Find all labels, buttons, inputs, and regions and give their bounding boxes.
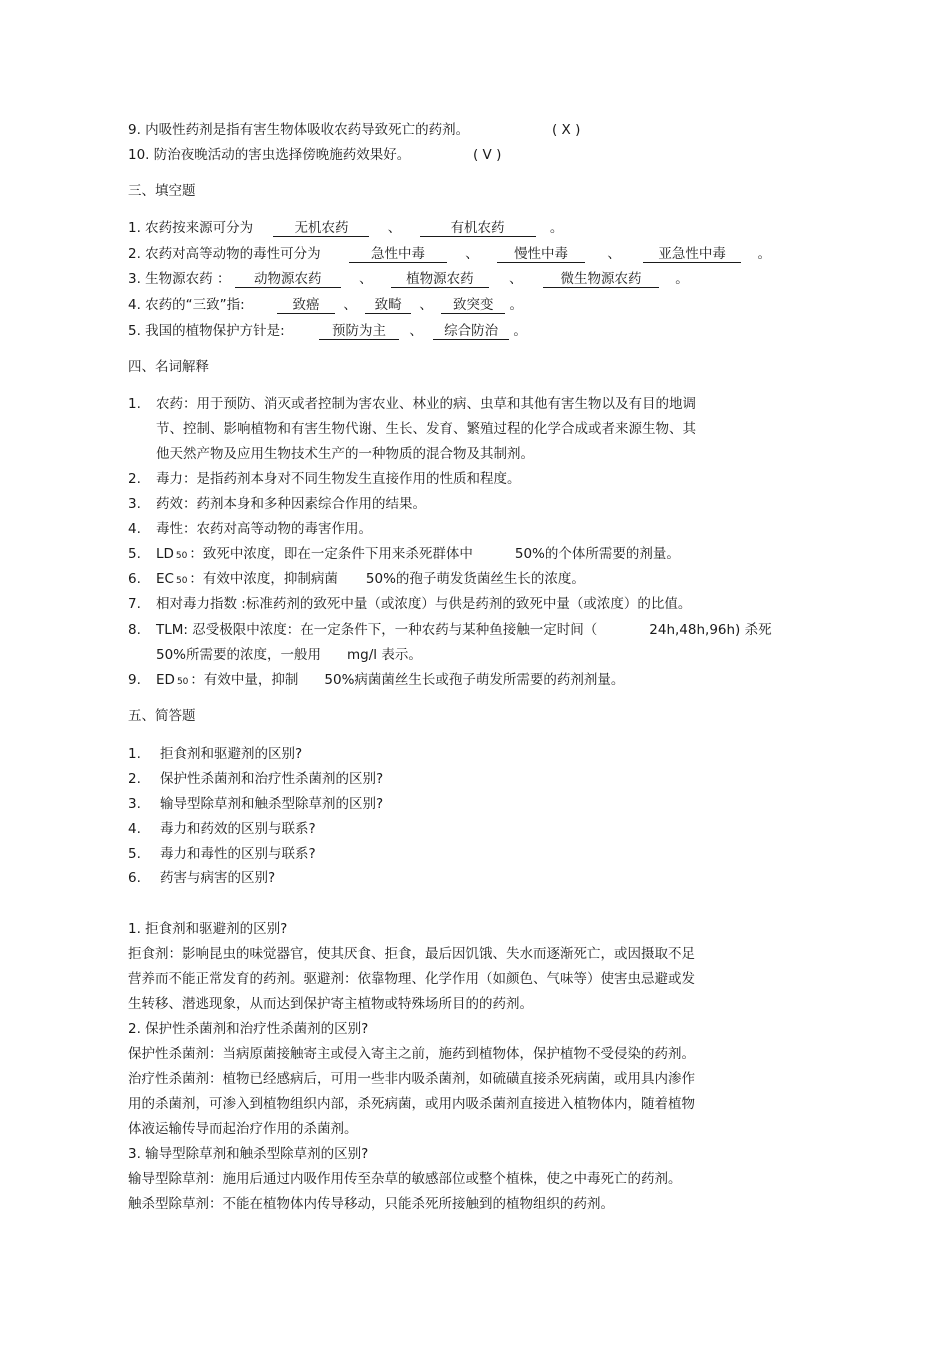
short-answer-question [128, 770, 383, 788]
definition-text: 相对毒力指数 :标准药剂的致死中量（或浓度）与供是药剂的致死中量（或浓度）的比值。 [156, 596, 692, 612]
term-subscript: 50 [175, 551, 188, 561]
answer-title: 2. 保护性杀菌剂和治疗性杀菌剂的区别? [128, 1021, 369, 1037]
tf-item-9 [128, 121, 469, 139]
question-text: 毒力和毒性的区别与联系? [160, 846, 316, 862]
definition-text: 24h,48h,96h) 杀死 [649, 622, 772, 638]
item-number: 7. [128, 596, 141, 612]
section-heading-definitions: 四、名词解释 [128, 359, 209, 375]
short-answer-question [128, 869, 275, 887]
period: 。 [549, 220, 564, 236]
answer-blank: 慢性中毒 [497, 246, 585, 263]
separator: 、 [409, 323, 423, 339]
definition-item [128, 570, 585, 590]
short-answer-question [128, 745, 302, 763]
short-answer-question [128, 845, 316, 863]
answer-body-line: 治疗性杀菌剂：植物已经感病后，可用一些非内吸杀菌剂，如硫磺直接杀死病菌，或用具内渗作 [128, 1071, 695, 1087]
term-subscript: 50 [176, 677, 189, 687]
definition-text: 50%的孢子萌发货菌丝生长的浓度。 [365, 571, 585, 587]
definition-text: 50%的个体所需要的剂量。 [514, 546, 680, 562]
answer-body-line: 触杀型除草剂：不能在植物体内传导移动，只能杀死所接触到的植物组织的药剂。 [128, 1196, 614, 1212]
term-abbrev: ED [156, 672, 175, 688]
separator: 、 [419, 297, 433, 313]
term-abbrev: EC [156, 571, 174, 587]
definition-continuation: 节、控制、影响植物和有害生物代谢、生长、发育、繁殖过程的化学合成或者来源生物、其 [156, 421, 696, 437]
separator: 、 [509, 271, 523, 287]
definition-text: 农药：用于预防、消灭或者控制为害农业、林业的病、虫草和其他有害生物以及有目的地调 [156, 396, 696, 412]
short-answer-question [128, 795, 383, 813]
definition-text: 药效：药剂本身和多种因素综合作用的结果。 [156, 496, 426, 512]
separator: 、 [343, 297, 357, 313]
definition-text: 毒力：是指药剂本身对不同生物发生直接作用的性质和程度。 [156, 471, 521, 487]
period: 。 [513, 323, 527, 339]
tf-item-10-mark [473, 146, 501, 164]
answer-blank: 致突变 [441, 297, 505, 314]
fill-q3 [128, 270, 689, 288]
item-number: 2. [128, 471, 141, 487]
definition-text: 50%病菌菌丝生长或孢子萌发所需要的药剂剂量。 [324, 672, 625, 688]
section-heading-short-answer: 五、简答题 [128, 708, 196, 724]
tf-answer-mark: ( V ) [473, 147, 502, 163]
fill-q2 [128, 245, 771, 263]
period: 。 [757, 246, 771, 262]
answer-body-line: 用的杀菌剂，可渗入到植物组织内部，杀死病菌，或用内吸杀菌剂直接进入植物体内，随着植物 [128, 1096, 695, 1112]
answer-blank: 综合防治 [433, 323, 509, 340]
definition-text: 毒性：农药对高等动物的毒害作用。 [156, 521, 372, 537]
separator: 、 [387, 220, 402, 236]
question-text: 1. 农药按来源可分为 [128, 220, 254, 236]
item-number: 6. [128, 870, 141, 886]
question-text: 5. 我国的植物保护方针是: [128, 323, 285, 339]
item-number: 1. [128, 396, 141, 412]
tf-item-9-mark [552, 121, 580, 139]
answer-body-line: 营养而不能正常发育的药剂。驱避剂：依靠物理、化学作用（如颜色、气味等）使害虫忌避或发 [128, 971, 695, 987]
answer-blank: 有机农药 [420, 220, 536, 237]
answer-blank: 动物源农药 [235, 271, 341, 288]
answer-blank: 致癌 [277, 297, 335, 314]
fill-q5 [128, 322, 527, 340]
definition-item [128, 595, 691, 613]
question-text: 毒力和药效的区别与联系? [160, 821, 316, 837]
definition-item [128, 545, 680, 565]
item-number: 4. [128, 821, 141, 837]
item-number: 3. [128, 796, 141, 812]
term-subscript: 50 [175, 576, 188, 586]
item-number: 8. [128, 622, 141, 638]
answer-blank: 致畸 [365, 297, 411, 314]
period: 。 [675, 271, 689, 287]
answer-body-line: 输导型除草剂：施用后通过内吸作用传至杂草的敏感部位或整个植株，使之中毒死亡的药剂。 [128, 1171, 682, 1187]
item-number: 5. [128, 546, 141, 562]
item-number: 4. [128, 521, 141, 537]
term-abbrev: LD [156, 546, 174, 562]
answer-body-line: 保护性杀菌剂：当病原菌接触寄主或侵入寄主之前，施药到植物体，保护植物不受侵染的药剂。 [128, 1046, 695, 1062]
definition-item [128, 495, 426, 513]
definition-text: ：有效中量，抑制 [190, 672, 299, 688]
question-text: 输导型除草剂和触杀型除草剂的区别? [160, 796, 384, 812]
question-text: 3. 生物源农药 ： [128, 271, 231, 287]
definition-item [128, 470, 521, 488]
item-number: 6. [128, 571, 141, 587]
fill-q1 [128, 219, 563, 237]
answer-body-line: 生转移、潜逃现象，从而达到保护寄主植物或特殊场所目的的药剂。 [128, 996, 533, 1012]
separator: 、 [465, 246, 479, 262]
definition-item [128, 621, 772, 639]
definition-text: ：有效中浓度，抑制病菌 [189, 571, 338, 587]
question-text: 4. 农药的“三致”指: [128, 297, 245, 313]
tf-item-10 [128, 146, 410, 164]
definition-continuation [156, 646, 422, 664]
section-heading-fill-in: 三、填空题 [128, 183, 196, 199]
answer-blank: 预防为主 [319, 323, 399, 340]
separator: 、 [607, 246, 621, 262]
item-number: 1. [128, 746, 141, 762]
question-text: 药害与病害的区别? [160, 870, 276, 886]
answer-body-line: 拒食剂：影响昆虫的味觉器官，使其厌食、拒食，最后因饥饿、失水而逐渐死亡，或因摄取不足 [128, 946, 695, 962]
item-number: 2. [128, 771, 141, 787]
definition-text: TLM: 忍受极限中浓度：在一定条件下，一种农药与某种鱼接触一定时间（ [156, 622, 598, 638]
definition-text: ：致死中浓度，即在一定条件下用来杀死群体中 [189, 546, 473, 562]
question-text: 2. 农药对高等动物的毒性可分为 [128, 246, 321, 262]
definition-item [128, 395, 696, 413]
definition-text: 50%所需要的浓度，一般用 [156, 647, 322, 663]
question-text: 保护性杀菌剂和治疗性杀菌剂的区别? [160, 771, 384, 787]
answer-blank: 急性中毒 [349, 246, 447, 263]
tf-item-text: 9. 内吸性药剂是指有害生物体吸收农药导致死亡的药剂。 [128, 122, 470, 138]
question-text: 拒食剂和驱避剂的区别? [160, 746, 303, 762]
definition-continuation: 他天然产物及应用生物技术生产的一种物质的混合物及其制剂。 [156, 446, 534, 462]
tf-answer-mark: ( X ) [552, 122, 581, 138]
short-answer-question [128, 820, 316, 838]
answer-blank: 微生物源农药 [543, 271, 659, 288]
fill-q4 [128, 296, 523, 314]
answer-body-line: 体液运输传导而起治疗作用的杀菌剂。 [128, 1121, 358, 1137]
answer-blank: 植物源农药 [391, 271, 489, 288]
item-number: 5. [128, 846, 141, 862]
answer-title: 3. 输导型除草剂和触杀型除草剂的区别? [128, 1146, 369, 1162]
period: 。 [509, 297, 523, 313]
answer-title: 1. 拒食剂和驱避剂的区别? [128, 921, 288, 937]
definition-item [128, 671, 624, 691]
definition-item [128, 520, 372, 538]
answer-blank: 无机农药 [273, 220, 369, 237]
definition-text: mg/l 表示。 [347, 647, 422, 663]
separator: 、 [359, 271, 373, 287]
item-number: 9. [128, 672, 141, 688]
item-number: 3. [128, 496, 141, 512]
tf-item-text: 10. 防治夜晚活动的害虫选择傍晚施药效果好。 [128, 147, 411, 163]
answer-blank: 亚急性中毒 [643, 246, 741, 263]
